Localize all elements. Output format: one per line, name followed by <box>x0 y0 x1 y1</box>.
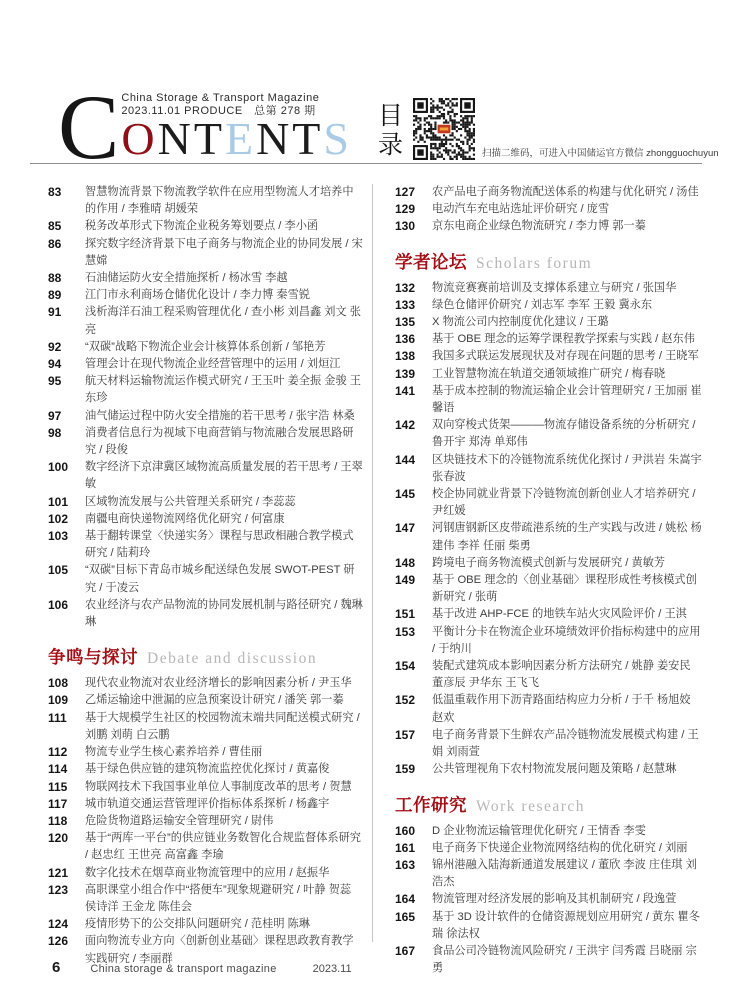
toc-entry <box>48 236 364 270</box>
toc-entry <box>48 425 364 459</box>
entry-page-number: 97 <box>48 408 62 423</box>
entry-title-authors: 数字化技术在烟草商业物流管理中的应用 / 赵振华 <box>85 866 330 879</box>
entry-page-number: 154 <box>395 659 416 674</box>
toc-entry <box>395 417 702 451</box>
entry-title-authors: 税务改革形式下物流企业税务筹划要点 / 李小函 <box>85 220 319 233</box>
entry-title-authors: 公共管理视角下农村物流发展问题及策略 / 赵慧琳 <box>432 763 677 776</box>
wordmark-letter: O <box>121 113 158 164</box>
entry-title-authors: 农产品电子商务物流配送体系的构建与优化研究 / 汤佳 <box>432 186 699 198</box>
page-footer <box>52 959 352 976</box>
toc-entry <box>395 486 702 520</box>
entry-page-number: 129 <box>395 202 416 217</box>
entry-title-authors: D 企业物流运输管理优化研究 / 王情香 李雯 <box>432 824 646 837</box>
contents-wordmark <box>58 76 352 178</box>
entry-page-number: 145 <box>395 487 416 502</box>
toc-entry <box>395 184 702 201</box>
toc-entry <box>395 692 702 726</box>
entry-title-authors: 基于“两库一平台”的供应链业务数智化合规监督体系研究 / 赵忠红 王世亮 高富鑫 李瑜 <box>85 832 361 862</box>
entry-title-authors: “双碳”战略下物流企业会计核算体系创新 / 邹艳芳 <box>85 340 326 353</box>
entry-title-authors: “双碳”目标下青岛市城乡配送绿色发展 SWOT-PEST 研究 / 于凌云 <box>85 564 355 594</box>
toc-entry <box>395 572 702 606</box>
toc-entry <box>395 331 702 348</box>
entry-page-number: 138 <box>395 349 416 364</box>
toc-entry <box>48 287 364 304</box>
toc-entry <box>48 184 364 218</box>
footer-magazine-name: China storage & transport magazine <box>90 963 277 975</box>
entry-title-authors: 高职课堂小组合作中“搭便车”现象规避研究 / 叶静 贺蕊 侯诗洋 王金龙 陈佳会 <box>85 883 352 913</box>
section-heading <box>395 249 702 274</box>
entry-page-number: 163 <box>395 857 416 872</box>
toc-entry <box>395 624 702 658</box>
entry-page-number: 101 <box>48 494 69 509</box>
toc-column-right <box>373 184 702 975</box>
entry-title-authors: 南疆电商快递物流网络优化研究 / 何富康 <box>85 512 285 525</box>
entry-page-number: 157 <box>395 727 416 742</box>
toc-entry <box>48 356 364 373</box>
toc-entry <box>395 314 702 331</box>
entry-title-authors: 基于 3D 设计软件的仓储资源规划应用研究 / 黄东 瞿冬瑞 徐法权 <box>432 910 700 940</box>
entry-title-authors: X 物流公司内控制度优化建议 / 王璐 <box>432 316 609 329</box>
entry-page-number: 85 <box>48 219 62 234</box>
entry-title-authors: 智慧物流背景下物流教学软件在应用型物流人才培养中的作用 / 李雅晴 胡媛荣 <box>85 186 354 216</box>
toc-entry <box>48 218 364 235</box>
toc-entry <box>48 373 364 407</box>
toc-entry <box>48 916 364 933</box>
entry-title-authors: 基于绿色供应链的建筑物流监控优化探讨 / 黄嘉俊 <box>85 763 330 776</box>
magazine-name-en: China Storage & Transport Magazine <box>121 92 320 104</box>
entry-page-number: 109 <box>48 693 69 708</box>
entry-title-authors: 探究数字经济背景下电子商务与物流企业的协同发展 / 宋慧嫦 <box>85 237 363 267</box>
entry-page-number: 153 <box>395 624 416 639</box>
section-heading <box>48 644 364 669</box>
entry-page-number: 94 <box>48 357 62 372</box>
entry-page-number: 142 <box>395 418 416 433</box>
issue-line: 2023.11.01 PRODUCE 总第 278 期 <box>121 105 316 117</box>
entry-page-number: 167 <box>395 943 416 958</box>
entry-title-authors: 物流管理对经济发展的影响及其机制研究 / 段逸萱 <box>432 893 677 906</box>
entry-page-number: 165 <box>395 909 416 924</box>
toc-entry <box>395 840 702 857</box>
toc-entry <box>395 606 702 623</box>
toc-entry <box>395 280 702 297</box>
toc-entry <box>395 366 702 383</box>
toc-entry <box>48 761 364 778</box>
entry-title-authors: 我国多式联运发展现状及对存现在问题的思考 / 王晓军 <box>432 350 699 363</box>
toc-entry <box>395 891 702 908</box>
toc-entry <box>48 796 364 813</box>
entry-title-authors: 管理会计在现代物流企业经营管理中的运用 / 刘烜江 <box>85 358 341 371</box>
entry-title-authors: 京东电商企业绿色物流研究 / 李力博 郭一蓁 <box>432 220 646 233</box>
toc-entry <box>48 692 364 709</box>
toc-entry <box>48 528 364 562</box>
wordmark-letter: N <box>256 113 293 164</box>
toc-entry <box>395 658 702 692</box>
toc-entry <box>48 744 364 761</box>
wordmark-letter: E <box>224 113 257 164</box>
entry-page-number: 95 <box>48 374 62 389</box>
entry-page-number: 135 <box>395 315 416 330</box>
entry-title-authors: 航天材料运输物流运作模式研究 / 王玉叶 姜全振 金骏 王东珍 <box>85 375 361 405</box>
toc-entry <box>48 710 364 744</box>
entry-page-number: 159 <box>395 762 416 777</box>
entry-title-authors: 电子商务下快递企业物流网络结构的优化研究 / 刘丽 <box>432 841 688 854</box>
entry-title-authors: 油气储运过程中防火安全措施的若干思考 / 张宇浩 林桑 <box>85 409 355 422</box>
toc-entry <box>395 727 702 761</box>
entry-page-number: 102 <box>48 511 69 526</box>
entry-title-authors: 江门市永利商场仓储优化设计 / 李力博 秦雪锐 <box>85 289 310 302</box>
entry-title-authors: 乙烯运输途中泄漏的应急预案设计研究 / 潘笑 郭一蓁 <box>85 694 344 707</box>
section-heading-zh: 学者论坛 <box>395 251 467 272</box>
entry-page-number: 149 <box>395 573 416 588</box>
entry-title-authors: 低温重载作用下沥青路面结构应力分析 / 于千 杨旭姣 赵欢 <box>432 694 691 724</box>
toc-entry <box>48 830 364 864</box>
toc-entry <box>395 297 702 314</box>
entry-title-authors: 装配式建筑成本影响因素分析方法研究 / 姚静 姜安民 董彦辰 尹华东 王飞飞 <box>432 660 691 690</box>
entry-page-number: 144 <box>395 452 416 467</box>
section-heading-zh: 工作研究 <box>395 794 467 815</box>
wordmark-letter: S <box>323 113 352 164</box>
entry-title-authors: 平衡计分卡在物流企业环境绩效评价指标构建中的应用 / 于纳川 <box>432 625 701 655</box>
toc-entry <box>395 452 702 486</box>
entry-title-authors: 电子商务背景下生鲜农产品冷链物流发展模式构建 / 王娟 刘雨萱 <box>432 728 699 759</box>
entry-title-authors: 区域物流发展与公共管理关系研究 / 李蕊蕊 <box>85 495 296 508</box>
toc-entry <box>395 943 702 977</box>
entry-page-number: 160 <box>395 823 416 838</box>
entry-page-number: 88 <box>48 271 62 286</box>
entry-title-authors: 基于成本控制的物流运输企业会计管理研究 / 王加丽 崔馨语 <box>432 384 702 415</box>
toc-entry <box>48 597 364 631</box>
entry-page-number: 161 <box>395 840 416 855</box>
section-heading-en: Debate and discussion <box>147 650 318 668</box>
toc-entry <box>48 813 364 830</box>
toc-column-left <box>48 184 373 965</box>
entry-title-authors: 农业经济与农产品物流的协同发展机制与路径研究 / 魏琳琳 <box>85 598 363 629</box>
toc-entry <box>395 823 702 840</box>
entry-page-number: 121 <box>48 865 69 880</box>
entry-title-authors: 电动汽车充电站选址评价研究 / 庞雪 <box>432 203 610 216</box>
toc-entry <box>395 348 702 365</box>
entry-title-authors: 物流专业学生核心素养培养 / 曹佳丽 <box>85 746 263 759</box>
entry-page-number: 136 <box>395 332 416 347</box>
entry-page-number: 91 <box>48 305 62 320</box>
toc-entry <box>48 408 364 425</box>
section-heading <box>395 792 702 817</box>
toc-entry <box>48 511 364 528</box>
section-heading-zh: 争鸣与探讨 <box>48 647 138 668</box>
entry-title-authors: 浅析海洋石油工程采购管理优化 / 查小彬 刘昌鑫 刘文 张亮 <box>85 306 361 336</box>
entry-page-number: 127 <box>395 185 416 199</box>
toc-entry <box>395 761 702 778</box>
entry-title-authors: 基于大规模学生社区的校园物流末端共同配送模式研究 / 刘鹏 刘萌 白云鹏 <box>85 711 360 741</box>
entry-title-authors: 危险货物道路运输安全管理研究 / 尉伟 <box>85 814 274 827</box>
page-header <box>58 76 719 178</box>
entry-title-authors: 区块链技术下的冷链物流系统优化探讨 / 尹洪岩 朱嵩宇 张春波 <box>432 453 702 483</box>
entry-title-authors: 工业智慧物流在轨道交通领域推广研究 / 梅春晓 <box>432 367 666 380</box>
entry-page-number: 126 <box>48 934 69 949</box>
toc-entry <box>48 494 364 511</box>
entry-title-authors: 物联网技术下我国事业单位人事制度改革的思考 / 贺慧 <box>85 780 352 793</box>
header-rule <box>30 163 702 164</box>
qr-code <box>413 98 475 160</box>
entry-page-number: 152 <box>395 693 416 708</box>
entry-page-number: 151 <box>395 607 416 622</box>
entry-page-number: 139 <box>395 366 416 381</box>
toc-entry <box>48 865 364 882</box>
entry-page-number: 111 <box>48 710 67 725</box>
entry-title-authors: 跨境电子商务物流模式创新与发展研究 / 黄敏芳 <box>432 556 666 569</box>
mulu-char: 目 <box>378 102 404 130</box>
entry-page-number: 130 <box>395 219 416 234</box>
toc-entry <box>48 779 364 796</box>
entry-page-number: 164 <box>395 892 416 907</box>
entry-title-authors: 基于 OBE 理念的〈创业基础〉课程形成性考核模式创新研究 / 张萌 <box>432 574 697 604</box>
entry-title-authors: 石油储运防火安全措施探析 / 杨冰雪 李越 <box>85 272 288 285</box>
toc-entry <box>395 857 702 891</box>
wordmark-ontents <box>121 113 352 164</box>
qr-caption: 扫描二维码，可进入中国储运官方微信 zhongguochuyun <box>482 148 719 159</box>
entry-page-number: 83 <box>48 185 62 199</box>
section-heading-en: Work research <box>476 797 586 815</box>
entry-title-authors: 基于 OBE 理念的运筹学课程教学探索与实践 / 赵东伟 <box>432 333 695 346</box>
wordmark-letter: T <box>193 113 225 164</box>
entry-title-authors: 基于改进 AHP-FCE 的地铁车站火灾风险评价 / 王淇 <box>432 608 687 621</box>
entry-title-authors: 物流竞赛赛前培训及支撑体系建立与研究 / 张国华 <box>432 281 677 294</box>
wordmark-letter: T <box>292 113 324 164</box>
section-heading-en: Scholars forum <box>476 254 593 272</box>
entry-page-number: 118 <box>48 813 68 828</box>
entry-page-number: 103 <box>48 529 69 544</box>
toc-entry <box>395 201 702 218</box>
entry-title-authors: 消费者信息行为视域下电商营销与物流融合发展思路研究 / 段俊 <box>85 426 354 457</box>
entry-page-number: 106 <box>48 597 69 612</box>
entry-title-authors: 校企协同就业背景下冷链物流创新创业人才培养研究 / 尹红媛 <box>432 488 696 518</box>
toc-entry <box>395 218 702 235</box>
entry-page-number: 108 <box>48 676 69 691</box>
entry-title-authors: 食品公司冷链物流风险研究 / 王洪宇 闫秀霞 吕晓丽 宗勇 <box>432 944 697 975</box>
toc-entry <box>48 459 364 493</box>
entry-title-authors: 城市轨道交通运营管理评价指标体系探析 / 杨鑫宇 <box>85 797 330 810</box>
entry-title-authors: 绿色仓储评价研究 / 刘志军 李军 王毅 冀永东 <box>432 298 653 311</box>
entry-title-authors: 河钢唐钢新区皮带疏港系统的生产实践与改进 / 姚松 杨建伟 李祥 任丽 柴勇 <box>432 522 702 552</box>
entry-page-number: 98 <box>48 425 62 440</box>
entry-page-number: 120 <box>48 831 69 846</box>
toc-entry <box>395 520 702 554</box>
entry-page-number: 92 <box>48 339 62 354</box>
wordmark-big-c: C <box>58 76 120 178</box>
entry-title-authors: 面向物流专业方向〈创新创业基础〉课程思政教育教学实践研究 / 李丽群 <box>85 935 354 965</box>
toc-entry <box>395 555 702 572</box>
entry-title-authors: 数字经济下京津冀区域物流高质量发展的若干思考 / 王翠敏 <box>85 461 363 491</box>
entry-page-number: 141 <box>395 383 416 398</box>
entry-page-number: 105 <box>48 563 69 578</box>
entry-page-number: 89 <box>48 288 62 303</box>
entry-title-authors: 基于翻转课堂〈快递实务〉课程与思政相融合教学模式研究 / 陆莉玲 <box>85 530 354 560</box>
toc-entry <box>395 909 702 943</box>
entry-page-number: 123 <box>48 882 69 897</box>
entry-page-number: 112 <box>48 745 68 760</box>
entry-page-number: 133 <box>395 297 416 312</box>
toc-entry <box>395 383 702 417</box>
toc-entry <box>48 339 364 356</box>
entry-page-number: 100 <box>48 460 69 475</box>
entry-page-number: 86 <box>48 236 62 251</box>
entry-title-authors: 双向穿梭式货架———物流存储设备系统的分析研究 / 鲁开宇 郑涛 单郑伟 <box>432 419 696 449</box>
entry-page-number: 124 <box>48 917 69 932</box>
toc-entry <box>48 304 364 338</box>
wordmark-letter: N <box>157 113 194 164</box>
entry-page-number: 147 <box>395 521 416 536</box>
entry-page-number: 132 <box>395 280 416 295</box>
entry-title-authors: 现代农业物流对农业经济增长的影响因素分析 / 尹玉华 <box>85 677 352 690</box>
entry-page-number: 148 <box>395 555 416 570</box>
mulu-char: 录 <box>378 131 404 159</box>
entry-page-number: 114 <box>48 762 68 777</box>
footer-issue: 2023.11 <box>312 963 352 975</box>
entry-page-number: 117 <box>48 796 68 811</box>
toc-entry <box>48 675 364 692</box>
toc-entry <box>48 562 364 596</box>
toc-entry <box>48 882 364 916</box>
entry-title-authors: 疫情形势下的公交排队问题研究 / 范桂明 陈琳 <box>85 918 310 931</box>
entry-page-number: 115 <box>48 779 68 794</box>
footer-page-number: 6 <box>52 959 61 976</box>
mulu-label <box>378 102 403 160</box>
entry-title-authors: 锦州港融入陆海新通道发展建议 / 董欣 李波 庄佳琪 刘浩杰 <box>432 858 697 889</box>
toc-entry <box>48 270 364 287</box>
